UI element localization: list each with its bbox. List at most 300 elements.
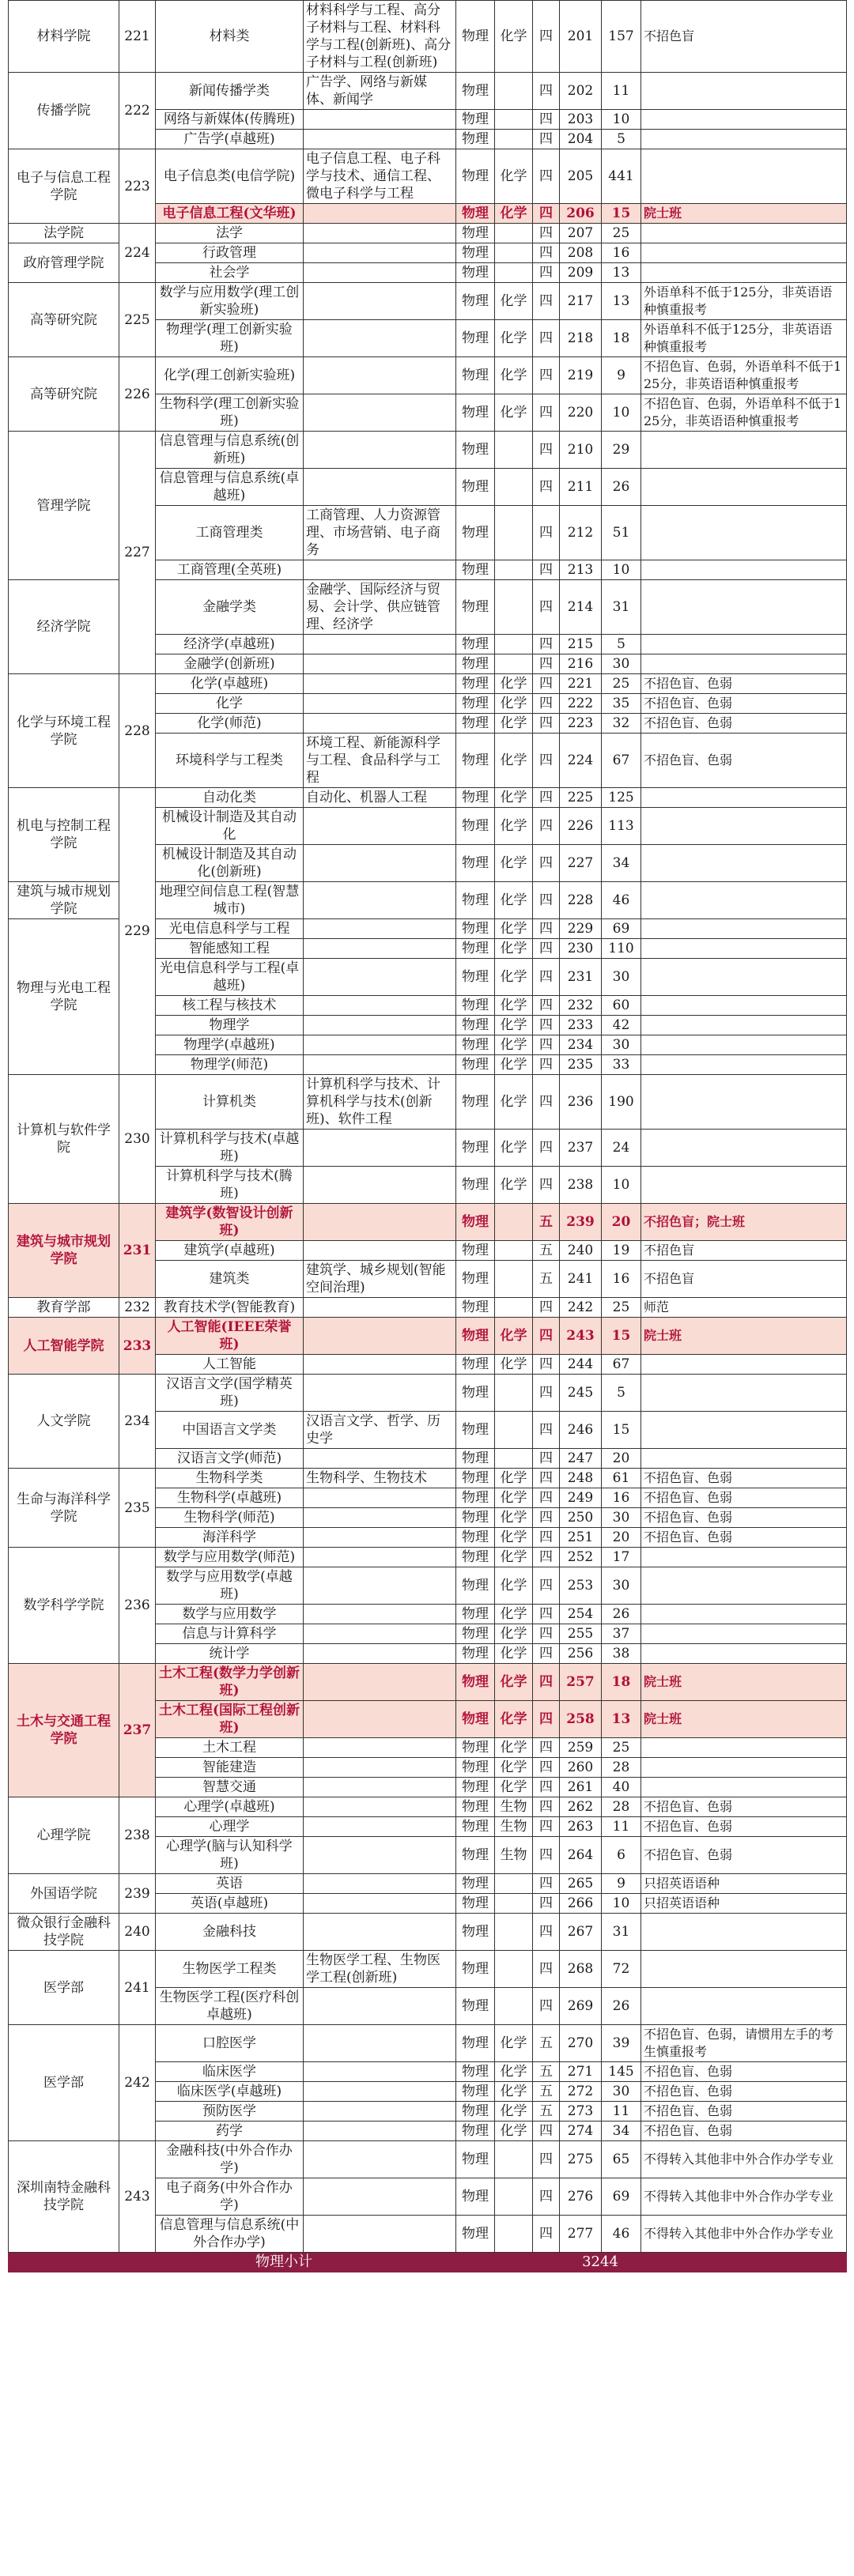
second-subject-cell <box>495 1241 533 1261</box>
college-cell: 机电与控制工程学院 <box>9 788 119 882</box>
major-category-cell: 心理学(卓越班) <box>156 1797 304 1817</box>
included-majors-cell <box>304 283 456 320</box>
major-category-cell: 物理学(理工创新实验班) <box>156 320 304 357</box>
note-cell <box>641 130 847 149</box>
duration-cell: 四 <box>533 1508 560 1528</box>
major-code-cell: 243 <box>560 1318 602 1355</box>
duration-cell: 四 <box>533 654 560 674</box>
included-majors-cell <box>304 1914 456 1951</box>
first-subject-cell: 物理 <box>456 1701 495 1738</box>
duration-cell: 四 <box>533 714 560 734</box>
first-subject-cell: 物理 <box>456 2025 495 2062</box>
major-category-cell: 经济学(卓越班) <box>156 635 304 654</box>
major-code-cell: 271 <box>560 2062 602 2082</box>
included-majors-cell <box>304 469 456 506</box>
note-cell <box>641 1167 847 1204</box>
plan-count-cell: 16 <box>602 243 641 263</box>
second-subject-cell: 化学 <box>495 283 533 320</box>
plan-count-cell: 67 <box>602 1355 641 1375</box>
first-subject-cell: 物理 <box>456 1528 495 1548</box>
duration-cell: 四 <box>533 1738 560 1758</box>
college-cell: 土木与交通工程学院 <box>9 1664 119 1797</box>
plan-count-cell: 24 <box>602 1130 641 1167</box>
table-row <box>9 1375 847 1412</box>
major-category-cell: 智能感知工程 <box>156 939 304 959</box>
duration-cell: 四 <box>533 580 560 635</box>
duration-cell: 四 <box>533 394 560 432</box>
first-subject-cell: 物理 <box>456 1548 495 1567</box>
plan-count-cell: 125 <box>602 788 641 808</box>
major-code-cell: 236 <box>560 1075 602 1130</box>
major-code-cell: 220 <box>560 394 602 432</box>
major-code-cell: 201 <box>560 1 602 73</box>
included-majors-cell <box>304 1016 456 1035</box>
college-code-cell: 228 <box>119 674 156 788</box>
major-code-cell: 225 <box>560 788 602 808</box>
major-code-cell: 212 <box>560 506 602 560</box>
second-subject-cell: 化学 <box>495 1624 533 1644</box>
second-subject-cell <box>495 1951 533 1988</box>
major-code-cell: 275 <box>560 2141 602 2178</box>
duration-cell: 五 <box>533 2062 560 2082</box>
college-code-cell: 239 <box>119 1874 156 1914</box>
major-code-cell: 229 <box>560 919 602 939</box>
major-category-cell: 金融学(创新班) <box>156 654 304 674</box>
duration-cell: 四 <box>533 224 560 243</box>
first-subject-cell: 物理 <box>456 1488 495 1508</box>
major-category-cell: 信息管理与信息系统(卓越班) <box>156 469 304 506</box>
college-code-cell: 222 <box>119 73 156 149</box>
plan-count-cell: 25 <box>602 674 641 694</box>
first-subject-cell: 物理 <box>456 714 495 734</box>
first-subject-cell: 物理 <box>456 1758 495 1778</box>
second-subject-cell: 化学 <box>495 2102 533 2122</box>
major-category-cell: 药学 <box>156 2122 304 2141</box>
included-majors-cell <box>304 1355 456 1375</box>
major-code-cell: 204 <box>560 130 602 149</box>
table-row <box>9 1664 847 1701</box>
first-subject-cell: 物理 <box>456 694 495 714</box>
second-subject-cell <box>495 1375 533 1412</box>
college-cell: 物理与光电工程学院 <box>9 919 119 1075</box>
plan-count-cell: 20 <box>602 1528 641 1548</box>
second-subject-cell <box>495 263 533 283</box>
college-code-cell: 231 <box>119 1204 156 1298</box>
duration-cell: 四 <box>533 635 560 654</box>
included-majors-cell <box>304 808 456 845</box>
note-cell: 不得转入其他非中外合作办学专业 <box>641 2216 847 2253</box>
college-code-cell: 230 <box>119 1075 156 1204</box>
included-majors-cell <box>304 1130 456 1167</box>
second-subject-cell <box>495 1298 533 1318</box>
major-code-cell: 207 <box>560 224 602 243</box>
included-majors-cell: 材料科学与工程、高分子材料与工程、材料科学与工程(创新班)、高分子材料与工程(创新班) <box>304 1 456 73</box>
major-category-cell: 机械设计制造及其自动化(创新班) <box>156 845 304 882</box>
major-code-cell: 211 <box>560 469 602 506</box>
plan-count-cell: 13 <box>602 1701 641 1738</box>
plan-count-cell: 28 <box>602 1797 641 1817</box>
second-subject-cell <box>495 469 533 506</box>
plan-count-cell: 69 <box>602 919 641 939</box>
plan-count-cell: 72 <box>602 1951 641 1988</box>
major-code-cell: 226 <box>560 808 602 845</box>
note-cell <box>641 1548 847 1567</box>
plan-count-cell: 25 <box>602 1738 641 1758</box>
plan-count-cell: 9 <box>602 1874 641 1894</box>
note-cell: 不招色盲、色弱 <box>641 674 847 694</box>
included-majors-cell <box>304 2178 456 2216</box>
plan-count-cell: 10 <box>602 560 641 580</box>
second-subject-cell: 化学 <box>495 357 533 394</box>
duration-cell: 四 <box>533 845 560 882</box>
total-label: 物理小计 <box>9 2253 560 2272</box>
note-cell <box>641 1778 847 1797</box>
major-category-cell: 地理空间信息工程(智慧城市) <box>156 882 304 919</box>
second-subject-cell: 化学 <box>495 996 533 1016</box>
included-majors-cell <box>304 1758 456 1778</box>
second-subject-cell: 化学 <box>495 1130 533 1167</box>
major-code-cell: 264 <box>560 1837 602 1874</box>
major-category-cell: 金融科技 <box>156 1914 304 1951</box>
first-subject-cell: 物理 <box>456 1567 495 1605</box>
major-category-cell: 物理学 <box>156 1016 304 1035</box>
first-subject-cell: 物理 <box>456 2062 495 2082</box>
major-category-cell: 人工智能 <box>156 1355 304 1375</box>
major-category-cell: 计算机科学与技术(腾班) <box>156 1167 304 1204</box>
duration-cell: 四 <box>533 2122 560 2141</box>
included-majors-cell <box>304 1738 456 1758</box>
second-subject-cell <box>495 73 533 110</box>
second-subject-cell: 化学 <box>495 1738 533 1758</box>
college-cell: 外国语学院 <box>9 1874 119 1914</box>
table-row <box>9 1914 847 1951</box>
first-subject-cell: 物理 <box>456 1167 495 1204</box>
duration-cell: 四 <box>533 1375 560 1412</box>
duration-cell: 四 <box>533 204 560 224</box>
first-subject-cell: 物理 <box>456 939 495 959</box>
duration-cell: 四 <box>533 1055 560 1075</box>
major-category-cell: 生物医学工程类 <box>156 1951 304 1988</box>
major-category-cell: 临床医学 <box>156 2062 304 2082</box>
major-code-cell: 267 <box>560 1914 602 1951</box>
note-cell: 不招色盲、色弱 <box>641 694 847 714</box>
note-cell: 不招色盲、色弱 <box>641 1508 847 1528</box>
first-subject-cell: 物理 <box>456 674 495 694</box>
second-subject-cell <box>495 560 533 580</box>
total-value: 3244 <box>560 2253 641 2272</box>
note-cell <box>641 506 847 560</box>
note-cell: 不招色盲、色弱 <box>641 1797 847 1817</box>
included-majors-cell: 建筑学、城乡规划(智能空间治理) <box>304 1261 456 1298</box>
major-code-cell: 230 <box>560 939 602 959</box>
plan-count-cell: 19 <box>602 1241 641 1261</box>
major-category-cell: 电子信息类(电信学院) <box>156 149 304 204</box>
major-code-cell: 223 <box>560 714 602 734</box>
major-code-cell: 256 <box>560 1644 602 1664</box>
duration-cell: 四 <box>533 1318 560 1355</box>
plan-count-cell: 16 <box>602 1261 641 1298</box>
second-subject-cell <box>495 1914 533 1951</box>
plan-count-cell: 18 <box>602 1664 641 1701</box>
major-code-cell: 202 <box>560 73 602 110</box>
plan-count-cell: 30 <box>602 1567 641 1605</box>
plan-count-cell: 60 <box>602 996 641 1016</box>
first-subject-cell: 物理 <box>456 1355 495 1375</box>
major-category-cell: 智能建造 <box>156 1758 304 1778</box>
major-category-cell: 化学(师范) <box>156 714 304 734</box>
plan-count-cell: 10 <box>602 1894 641 1914</box>
included-majors-cell <box>304 1375 456 1412</box>
table-row <box>9 2025 847 2062</box>
plan-count-cell: 25 <box>602 1298 641 1318</box>
major-category-cell: 生物科学类 <box>156 1469 304 1488</box>
included-majors-cell <box>304 1605 456 1624</box>
included-majors-cell <box>304 394 456 432</box>
second-subject-cell: 化学 <box>495 1488 533 1508</box>
major-code-cell: 216 <box>560 654 602 674</box>
included-majors-cell <box>304 1797 456 1817</box>
major-code-cell: 214 <box>560 580 602 635</box>
duration-cell: 四 <box>533 788 560 808</box>
plan-count-cell: 30 <box>602 1035 641 1055</box>
major-code-cell: 234 <box>560 1035 602 1055</box>
major-category-cell: 新闻传播学类 <box>156 73 304 110</box>
first-subject-cell: 物理 <box>456 1298 495 1318</box>
duration-cell: 四 <box>533 243 560 263</box>
plan-count-cell: 113 <box>602 808 641 845</box>
first-subject-cell: 物理 <box>456 469 495 506</box>
college-cell: 电子与信息工程学院 <box>9 149 119 224</box>
table-row <box>9 1874 847 1894</box>
second-subject-cell: 化学 <box>495 882 533 919</box>
major-code-cell: 249 <box>560 1488 602 1508</box>
college-code-cell: 227 <box>119 432 156 674</box>
major-category-cell: 生物科学(卓越班) <box>156 1488 304 1508</box>
plan-count-cell: 30 <box>602 1508 641 1528</box>
major-code-cell: 260 <box>560 1758 602 1778</box>
first-subject-cell: 物理 <box>456 808 495 845</box>
major-code-cell: 277 <box>560 2216 602 2253</box>
duration-cell: 四 <box>533 1797 560 1817</box>
included-majors-cell <box>304 674 456 694</box>
plan-count-cell: 13 <box>602 283 641 320</box>
second-subject-cell: 化学 <box>495 1605 533 1624</box>
major-category-cell: 临床医学(卓越班) <box>156 2082 304 2102</box>
duration-cell: 四 <box>533 1130 560 1167</box>
college-cell: 材料学院 <box>9 1 119 73</box>
second-subject-cell: 生物 <box>495 1817 533 1837</box>
table-row <box>9 283 847 320</box>
major-category-cell: 生物科学(师范) <box>156 1508 304 1528</box>
second-subject-cell <box>495 1412 533 1449</box>
included-majors-cell <box>304 1644 456 1664</box>
second-subject-cell: 化学 <box>495 1075 533 1130</box>
second-subject-cell: 化学 <box>495 1035 533 1055</box>
second-subject-cell: 化学 <box>495 149 533 204</box>
second-subject-cell <box>495 2178 533 2216</box>
included-majors-cell <box>304 2102 456 2122</box>
major-category-cell: 土木工程 <box>156 1738 304 1758</box>
major-category-cell: 人工智能(IEEE荣誉班) <box>156 1318 304 1355</box>
table-row <box>9 1298 847 1318</box>
duration-cell: 四 <box>533 1644 560 1664</box>
plan-count-cell: 13 <box>602 263 641 283</box>
plan-count-cell: 51 <box>602 506 641 560</box>
duration-cell: 四 <box>533 1567 560 1605</box>
major-category-cell: 环境科学与工程类 <box>156 734 304 788</box>
included-majors-cell <box>304 1204 456 1241</box>
second-subject-cell: 化学 <box>495 734 533 788</box>
second-subject-cell: 化学 <box>495 959 533 996</box>
plan-count-cell: 441 <box>602 149 641 204</box>
second-subject-cell <box>495 2216 533 2253</box>
note-cell <box>641 432 847 469</box>
major-category-cell: 化学 <box>156 694 304 714</box>
total-blank <box>641 2253 847 2272</box>
plan-count-cell: 46 <box>602 882 641 919</box>
note-cell <box>641 1412 847 1449</box>
included-majors-cell <box>304 2082 456 2102</box>
major-category-cell: 网络与新媒体(传腾班) <box>156 110 304 130</box>
second-subject-cell: 化学 <box>495 1528 533 1548</box>
included-majors-cell <box>304 1548 456 1567</box>
college-cell: 政府管理学院 <box>9 243 119 283</box>
plan-count-cell: 10 <box>602 1167 641 1204</box>
second-subject-cell: 化学 <box>495 2082 533 2102</box>
duration-cell: 四 <box>533 560 560 580</box>
second-subject-cell: 化学 <box>495 674 533 694</box>
college-cell: 微众银行金融科技学院 <box>9 1914 119 1951</box>
major-code-cell: 208 <box>560 243 602 263</box>
included-majors-cell <box>304 110 456 130</box>
second-subject-cell: 化学 <box>495 1644 533 1664</box>
included-majors-cell <box>304 1664 456 1701</box>
major-code-cell: 263 <box>560 1817 602 1837</box>
first-subject-cell: 物理 <box>456 283 495 320</box>
plan-count-cell: 65 <box>602 2141 641 2178</box>
first-subject-cell: 物理 <box>456 654 495 674</box>
major-code-cell: 213 <box>560 560 602 580</box>
note-cell <box>641 73 847 110</box>
first-subject-cell: 物理 <box>456 1449 495 1469</box>
first-subject-cell: 物理 <box>456 1375 495 1412</box>
duration-cell: 四 <box>533 1355 560 1375</box>
major-code-cell: 266 <box>560 1894 602 1914</box>
plan-count-cell: 26 <box>602 1605 641 1624</box>
included-majors-cell <box>304 1894 456 1914</box>
college-cell: 经济学院 <box>9 580 119 674</box>
major-code-cell: 245 <box>560 1375 602 1412</box>
major-category-cell: 心理学 <box>156 1817 304 1837</box>
major-category-cell: 数学与应用数学 <box>156 1605 304 1624</box>
college-cell: 心理学院 <box>9 1797 119 1874</box>
plan-count-cell: 30 <box>602 959 641 996</box>
note-cell: 不招色盲；院士班 <box>641 1204 847 1241</box>
first-subject-cell: 物理 <box>456 224 495 243</box>
included-majors-cell <box>304 1874 456 1894</box>
major-code-cell: 218 <box>560 320 602 357</box>
college-cell: 深圳南特金融科技学院 <box>9 2141 119 2253</box>
second-subject-cell <box>495 1449 533 1469</box>
major-code-cell: 241 <box>560 1261 602 1298</box>
plan-count-cell: 37 <box>602 1624 641 1644</box>
duration-cell: 五 <box>533 2082 560 2102</box>
plan-count-cell: 39 <box>602 2025 641 2062</box>
first-subject-cell: 物理 <box>456 73 495 110</box>
first-subject-cell: 物理 <box>456 1075 495 1130</box>
note-cell <box>641 1567 847 1605</box>
major-category-cell: 行政管理 <box>156 243 304 263</box>
second-subject-cell: 化学 <box>495 1778 533 1797</box>
duration-cell: 四 <box>533 2141 560 2178</box>
table-row <box>9 788 847 808</box>
second-subject-cell: 化学 <box>495 394 533 432</box>
major-category-cell: 光电信息科学与工程(卓越班) <box>156 959 304 996</box>
duration-cell: 四 <box>533 1914 560 1951</box>
included-majors-cell <box>304 1318 456 1355</box>
major-category-cell: 材料类 <box>156 1 304 73</box>
first-subject-cell: 物理 <box>456 432 495 469</box>
first-subject-cell: 物理 <box>456 2082 495 2102</box>
college-code-cell: 226 <box>119 357 156 432</box>
major-code-cell: 272 <box>560 2082 602 2102</box>
note-cell <box>641 996 847 1016</box>
note-cell <box>641 469 847 506</box>
duration-cell: 四 <box>533 1951 560 1988</box>
note-cell <box>641 1644 847 1664</box>
college-code-cell: 243 <box>119 2141 156 2253</box>
included-majors-cell <box>304 1508 456 1528</box>
major-code-cell: 235 <box>560 1055 602 1075</box>
second-subject-cell <box>495 1988 533 2025</box>
table-row <box>9 1951 847 1988</box>
duration-cell: 四 <box>533 1778 560 1797</box>
second-subject-cell <box>495 1894 533 1914</box>
college-code-cell: 225 <box>119 283 156 357</box>
college-cell: 管理学院 <box>9 432 119 580</box>
included-majors-cell <box>304 1528 456 1548</box>
note-cell <box>641 845 847 882</box>
duration-cell: 四 <box>533 808 560 845</box>
first-subject-cell: 物理 <box>456 1738 495 1758</box>
major-code-cell: 237 <box>560 1130 602 1167</box>
second-subject-cell: 化学 <box>495 1318 533 1355</box>
second-subject-cell: 化学 <box>495 1664 533 1701</box>
major-category-cell: 教育技术学(智能教育) <box>156 1298 304 1318</box>
duration-cell: 四 <box>533 1298 560 1318</box>
plan-count-cell: 28 <box>602 1758 641 1778</box>
plan-count-cell: 35 <box>602 694 641 714</box>
included-majors-cell <box>304 432 456 469</box>
major-code-cell: 261 <box>560 1778 602 1797</box>
major-code-cell: 205 <box>560 149 602 204</box>
second-subject-cell <box>495 580 533 635</box>
enrollment-plan-table <box>8 0 847 2272</box>
note-cell: 不招色盲 <box>641 1261 847 1298</box>
included-majors-cell <box>304 1449 456 1469</box>
plan-count-cell: 34 <box>602 2122 641 2141</box>
plan-count-cell: 10 <box>602 110 641 130</box>
major-code-cell: 258 <box>560 1701 602 1738</box>
college-cell: 高等研究院 <box>9 283 119 357</box>
included-majors-cell: 生物科学、生物技术 <box>304 1469 456 1488</box>
plan-count-cell: 32 <box>602 714 641 734</box>
second-subject-cell: 化学 <box>495 1055 533 1075</box>
second-subject-cell: 化学 <box>495 808 533 845</box>
included-majors-cell <box>304 2025 456 2062</box>
second-subject-cell: 化学 <box>495 2025 533 2062</box>
duration-cell: 四 <box>533 2216 560 2253</box>
